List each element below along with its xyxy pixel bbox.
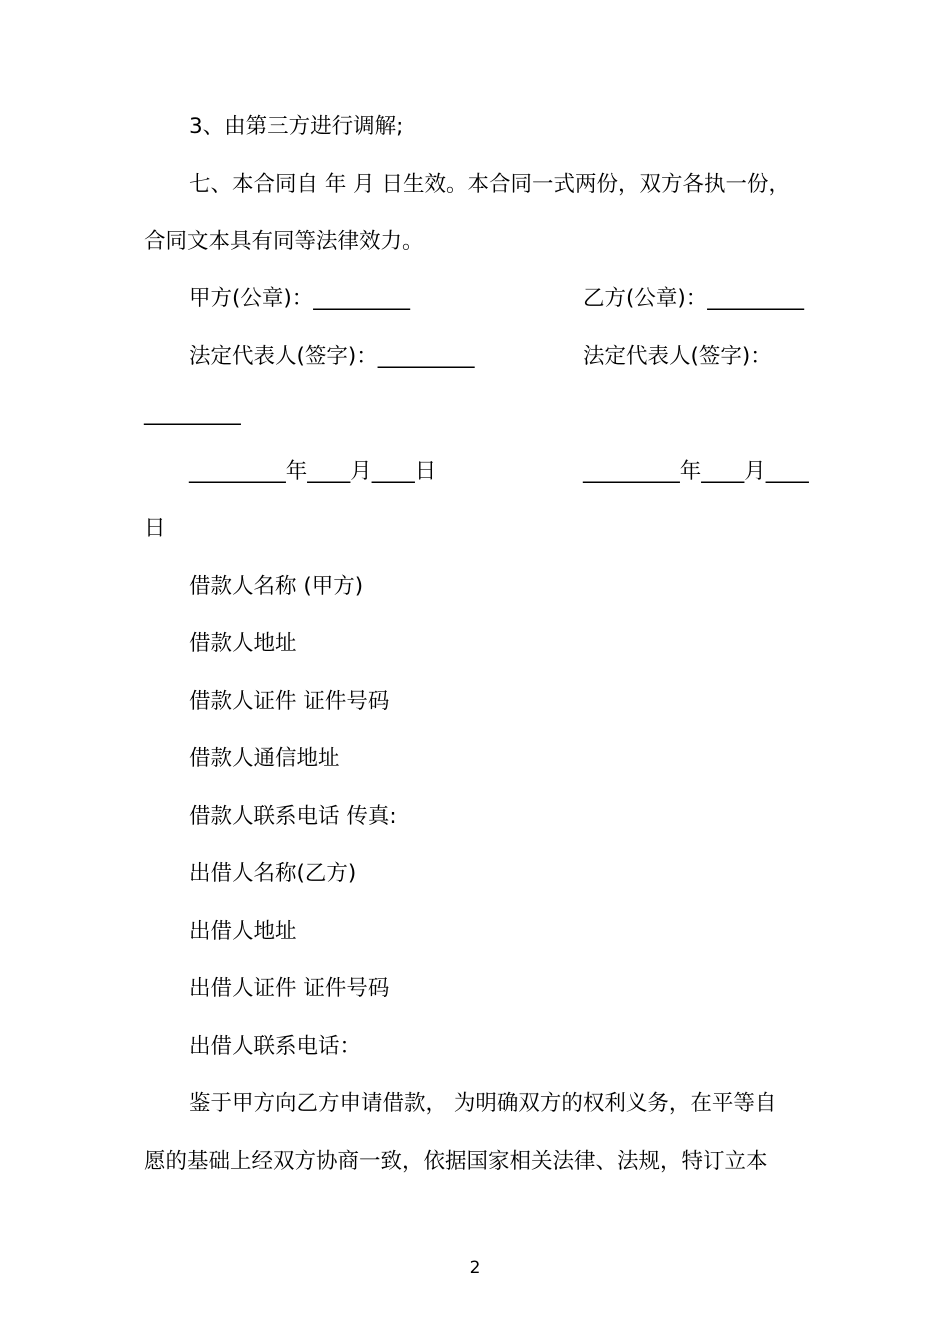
party-b-seal: 乙方(公章)：_________ <box>583 286 805 311</box>
borrower-phone-fax-field: 借款人联系电话 传真: <box>189 804 397 829</box>
party-b-signature-blank: _________ <box>144 401 241 426</box>
lender-id-field: 出借人证件 证件号码 <box>189 976 390 1001</box>
preamble-line-1: 鉴于甲方向乙方申请借款， 为明确双方的权利义务，在平等自 <box>189 1091 777 1116</box>
party-b-date-day: 日 <box>144 516 166 541</box>
borrower-id-field: 借款人证件 证件号码 <box>189 689 390 714</box>
party-a-representative-signature: 法定代表人(签字)：_________ <box>189 344 475 369</box>
lender-address-field: 出借人地址 <box>189 919 297 944</box>
party-b-representative-signature: 法定代表人(签字)： <box>583 344 772 369</box>
clause-seven-line-2: 合同文本具有同等法律效力。 <box>144 229 424 254</box>
clause-item-3: 3、由第三方进行调解; <box>189 114 404 139</box>
lender-phone-field: 出借人联系电话： <box>189 1034 362 1059</box>
lender-name-field: 出借人名称(乙方) <box>189 861 357 886</box>
borrower-name-field: 借款人名称 (甲方) <box>189 574 364 599</box>
borrower-address-field: 借款人地址 <box>189 631 297 656</box>
party-b-date: _________年____月____ <box>583 459 809 484</box>
party-a-date: _________年____月____日 <box>189 459 437 484</box>
clause-seven-line-1: 七、本合同自 年 月 日生效。本合同一式两份，双方各执一份， <box>189 172 791 197</box>
party-a-seal: 甲方(公章)：_________ <box>189 286 411 311</box>
page-number: 2 <box>469 1258 481 1278</box>
preamble-line-2: 愿的基础上经双方协商一致，依据国家相关法律、法规，特订立本 <box>144 1149 768 1174</box>
borrower-mailing-address-field: 借款人通信地址 <box>189 746 340 771</box>
